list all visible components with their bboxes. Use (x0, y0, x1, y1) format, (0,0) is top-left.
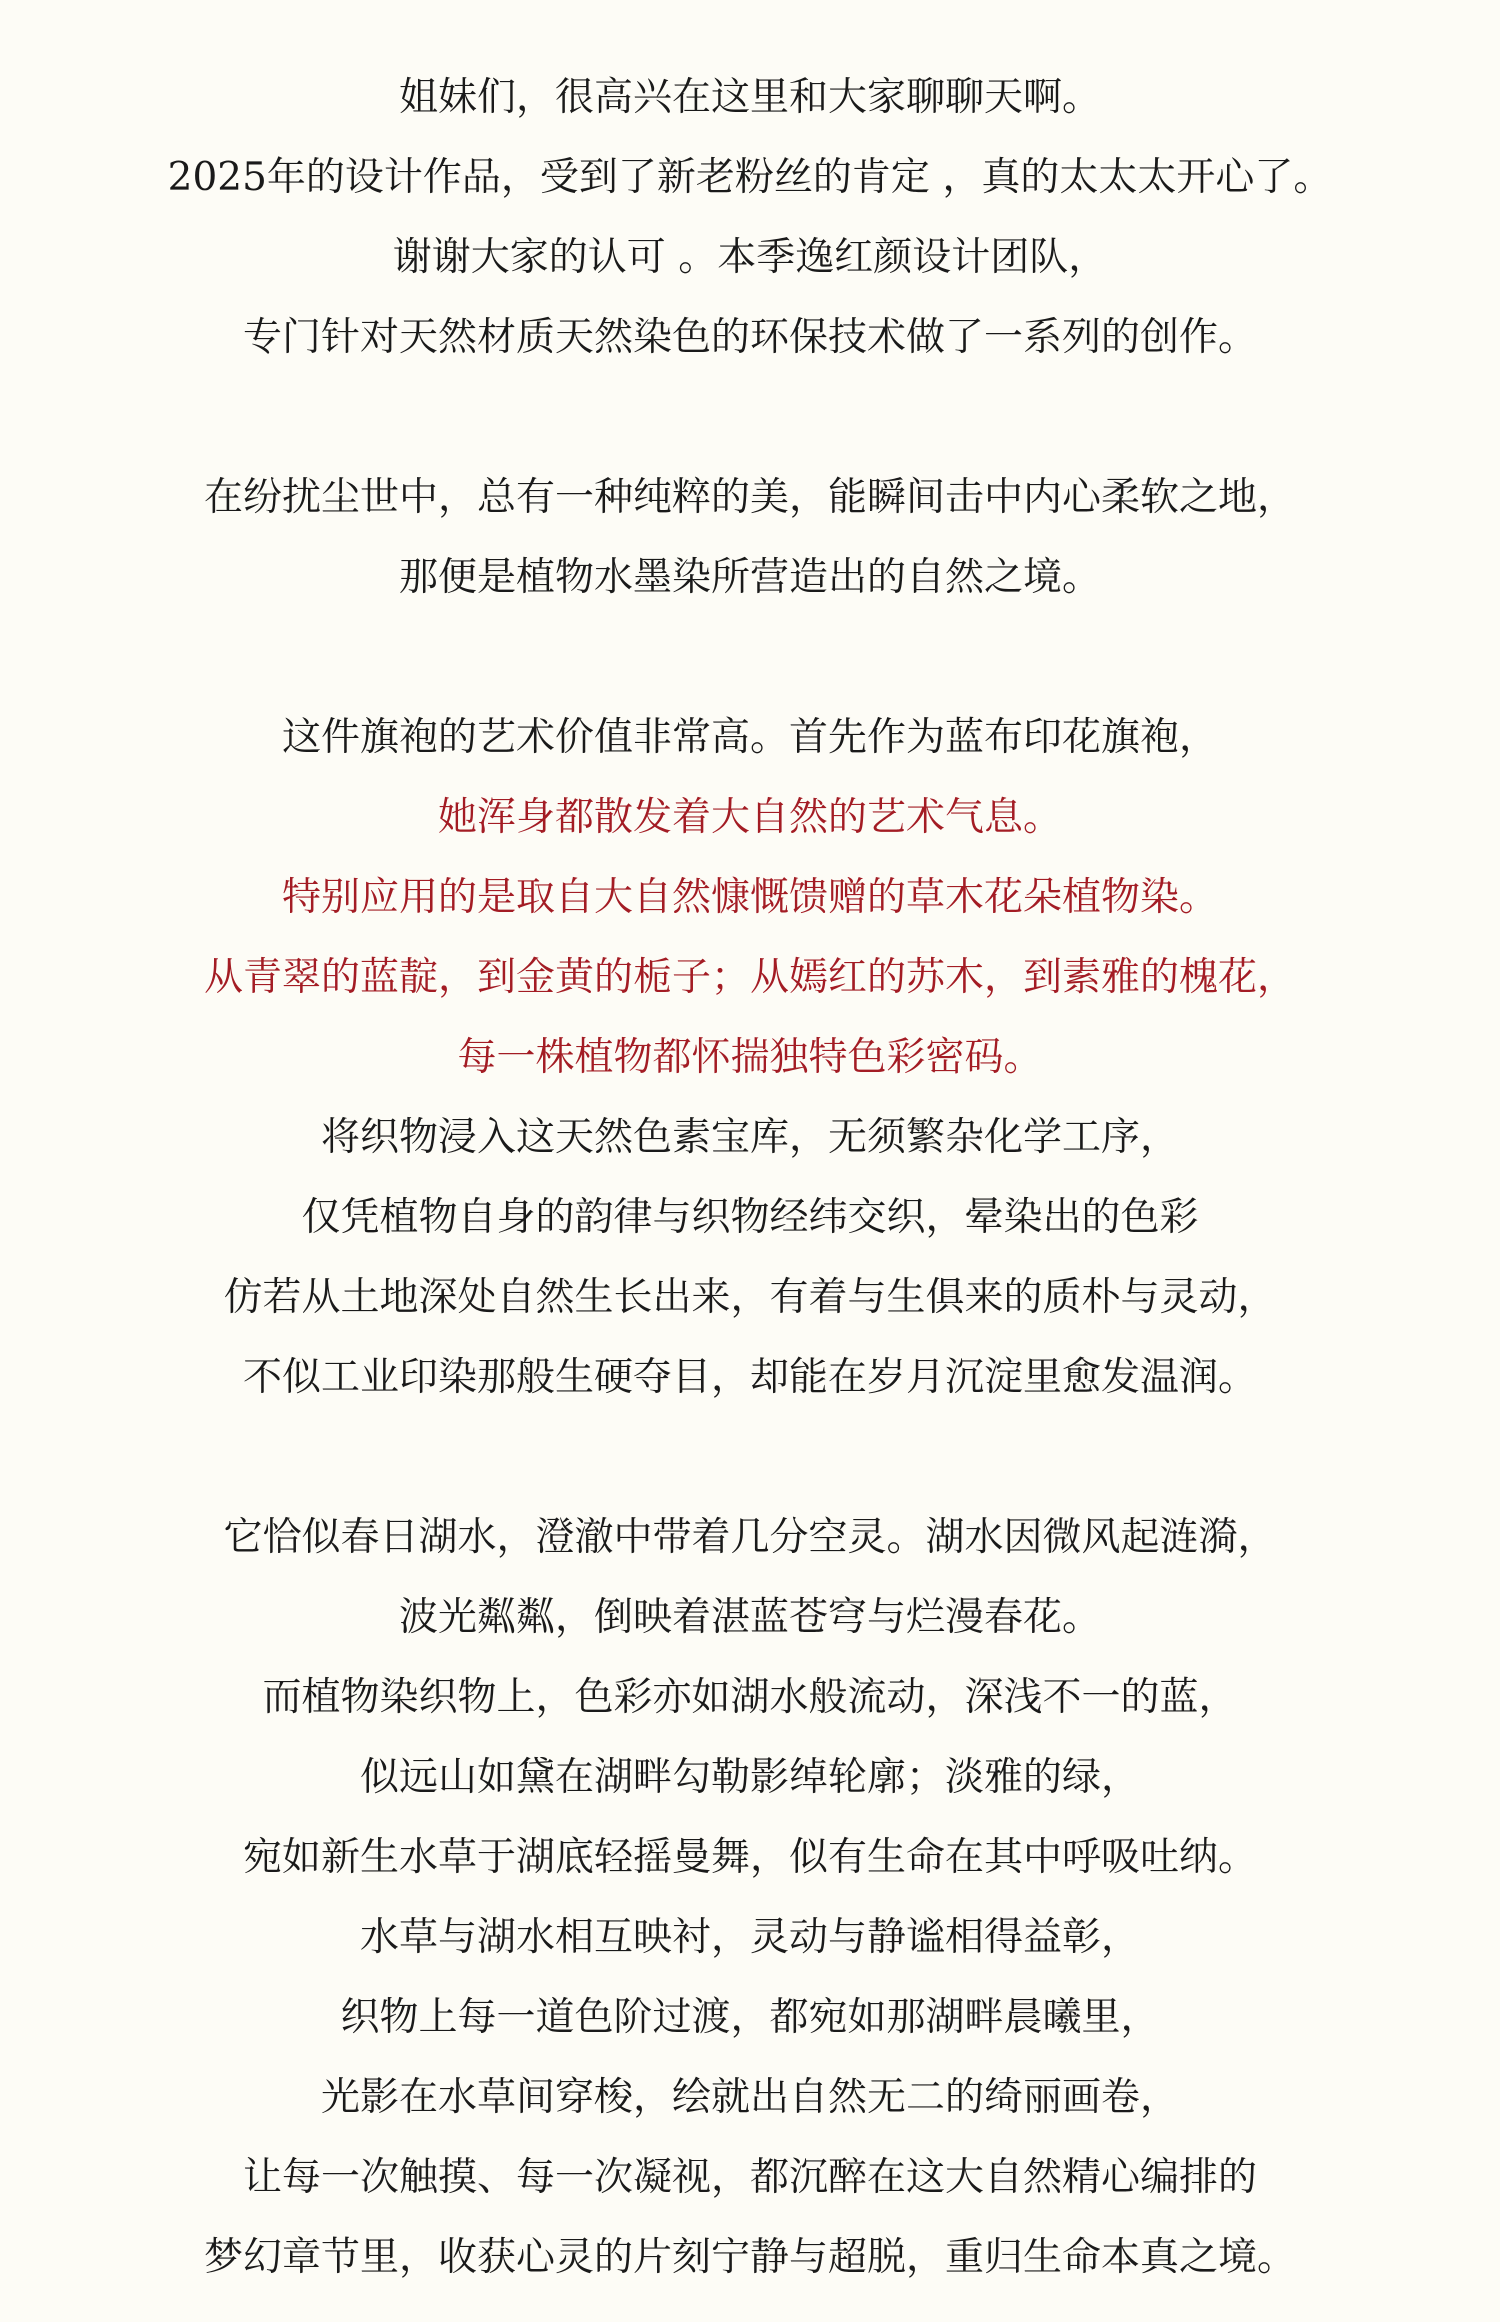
text-line: 织物上每一道色阶过渡，都宛如那湖畔晨曦里， (340, 1995, 1160, 2040)
text-line: 姐妹们，很高兴在这里和大家聊聊天啊。 (398, 75, 1101, 120)
text-line: 在纷扰尘世中，总有一种纯粹的美，能瞬间击中内心柔软之地， (203, 475, 1296, 520)
text-line: 那便是植物水墨染所营造出的自然之境。 (398, 555, 1101, 600)
highlighted-text-line: 每一株植物都怀揣独特色彩密码。 (457, 1035, 1043, 1080)
text-line: 这件旗袍的艺术价值非常高。首先作为蓝布印花旗袍， (281, 715, 1218, 760)
paragraph (0, 458, 1500, 618)
highlighted-text-line: 特别应用的是取自大自然慷慨馈赠的草木花朵植物染。 (281, 875, 1218, 920)
paragraph (0, 58, 1500, 378)
text-line: 2025年的设计作品，受到了新老粉丝的肯定 ，真的太太太开心了。 (167, 155, 1333, 200)
paragraph (0, 698, 1500, 1418)
text-line: 仿若从土地深处自然生长出来，有着与生俱来的质朴与灵动， (223, 1275, 1277, 1320)
text-line: 似远山如黛在湖畔勾勒影绰轮廓；淡雅的绿， (359, 1755, 1140, 1800)
text-line: 光影在水草间穿梭，绘就出自然无二的绮丽画卷， (320, 2075, 1179, 2120)
text-line: 谢谢大家的认可 。本季逸红颜设计团队， (392, 235, 1108, 280)
text-line: 梦幻章节里，收获心灵的片刻宁静与超脱，重归生命本真之境。 (203, 2235, 1296, 2280)
paragraph (0, 1498, 1500, 2298)
text-line: 专门针对天然材质天然染色的环保技术做了一系列的创作。 (242, 315, 1257, 360)
text-line: 仅凭植物自身的韵律与织物经纬交织，晕染出的色彩 (301, 1195, 1199, 1240)
text-line: 水草与湖水相互映衬，灵动与静谧相得益彰， (359, 1915, 1140, 1960)
highlighted-text-line: 从青翠的蓝靛，到金黄的栀子；从嫣红的苏木，到素雅的槐花， (203, 955, 1296, 1000)
highlighted-text-line: 她浑身都散发着大自然的艺术气息。 (437, 795, 1062, 840)
text-line: 它恰似春日湖水，澄澈中带着几分空灵。湖水因微风起涟漪， (223, 1515, 1277, 1560)
text-line: 将织物浸入这天然色素宝库，无须繁杂化学工序， (320, 1115, 1179, 1160)
text-line: 让每一次触摸、每一次凝视，都沉醉在这大自然精心编排的 (242, 2155, 1257, 2200)
text-line: 不似工业印染那般生硬夺目，却能在岁月沉淀里愈发温润。 (242, 1355, 1257, 1400)
article-body (0, 58, 1500, 2298)
text-line: 宛如新生水草于湖底轻摇曼舞，似有生命在其中呼吸吐纳。 (242, 1835, 1257, 1880)
text-line: 而植物染织物上，色彩亦如湖水般流动，深浅不一的蓝， (262, 1675, 1238, 1720)
text-line: 波光粼粼，倒映着湛蓝苍穹与烂漫春花。 (398, 1595, 1101, 1640)
